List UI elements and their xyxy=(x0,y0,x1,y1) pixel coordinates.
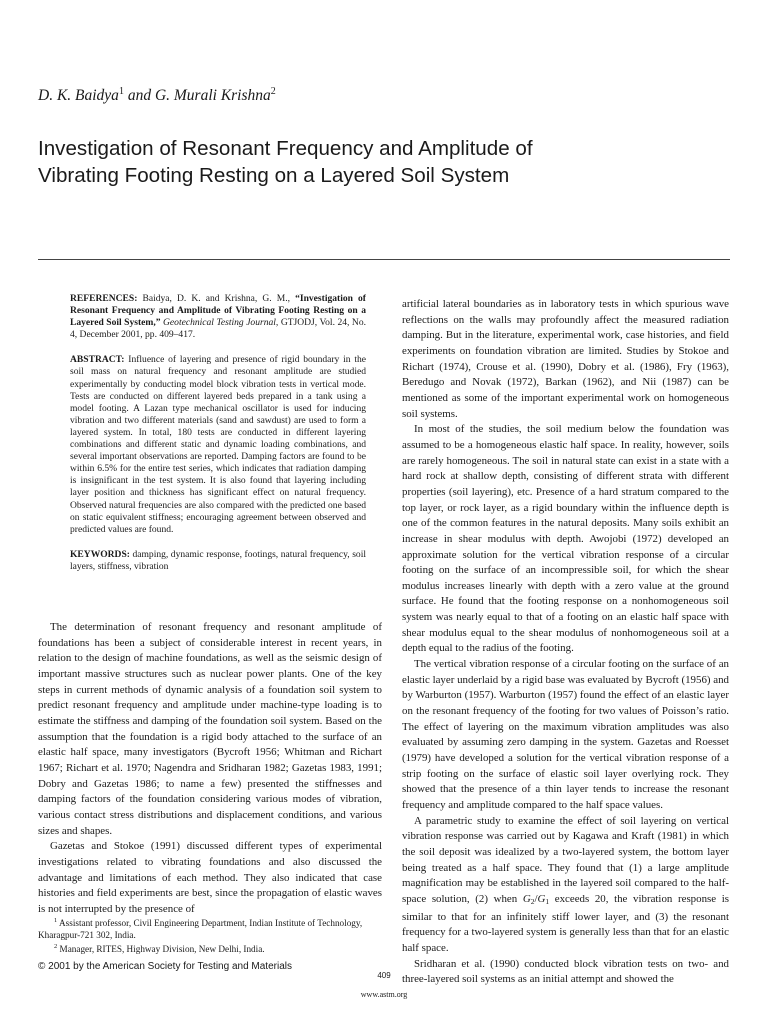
author-conjunction: and xyxy=(123,87,155,105)
paper-title: Investigation of Resonant Frequency and Amplitude of Vibrating Footing Resting on a Layered Soil System xyxy=(38,137,533,187)
modulus-symbol: G xyxy=(537,892,546,905)
front-matter xyxy=(70,293,366,573)
body-paragraph: In most of the studies, the soil medium below the foundation was assumed to be a homogeneous elastic half space. In reality, however, soils are rarely homogeneous. The soil in natural state can exist in a state with a hard rock at shallow depth, consisting of different strata with different properties (soil layering), etc. Presence of a hard stratum compared to the top layer, or rock layer, as a rigid boundary within the influence depth is one of the common features in the natural deposits. Many soils exhibit an increase in shear modulus with depth. Awojobi (1972) developed an approximate solution for the vertical vibration response of a circular footing on the surface of an incompressible soil, for which the shear modulus increases linearly with depth with a zero value at the ground surface. He found that the footing response on a nonhomogeneous soil system was nearly equal to that of a footing on an elastic half space with shear modulus equal to the shear modulus of nonhomogeneous soil at a depth equal to the radius of the footing. xyxy=(402,423,729,655)
body-paragraph xyxy=(402,814,729,957)
modulus-symbol: G xyxy=(522,892,531,905)
paragraph-text: exceeds 20, the vibration response is similar to that for an infinitely stiff lower layer, and (3) the resonant frequency for a two-layered system is generally less than that for an elastic half space. xyxy=(402,892,729,954)
modulus-subscript: 2 xyxy=(530,896,535,906)
copyright-notice: © 2001 by the American Society for Testing and Materials xyxy=(38,961,292,972)
body-paragraph: artificial lateral boundaries as in laboratory tests in which spurious wave reflections on the walls may profoundly affect the measured radiation damping. But in the literature, experimental work, case histories, and field experiments on foundation vibration are limited. Studies by Stokoe and Richart (1974), Crouse et al. (1990), Dobry et al. (1986), Fry (1963), Beredugo and Novak (1972), Barkan (1962), and Nii (1987) can be mentioned as some of the important experimental work on homogeneous soil systems. xyxy=(402,298,729,420)
title-divider xyxy=(38,259,730,260)
abstract-text: Influence of layering and presence of rigid boundary in the soil mass on natural frequency and resonant amplitude are studied experimentally by conducting model block vibration tests in vertical mode. Tests are conducted on different layered beds prepared in a tank using a model footing. A Lazan type mechanical oscillator is used for inducing vibration and two different materials (sand and sawdust) are used to form a layered system. In total, 180 tests are conducted in different layering combinations and different static and dynamic loading combinations, and several important observations are reported. Damping factors are found to be within 6.5% for the entire test series, which indicates that radiation damping is insignificant in the test system. It is also found that layering including layer position and thickness has significant effect on natural frequency. Observed natural frequencies are also compared with the predicted one based on static equivalent stiffness; encouraging agreement between observed and predicted values are found. xyxy=(70,354,366,535)
body-right-column xyxy=(402,297,729,988)
references-post: GTJODJ, Vol. 24, No. 4, December 2001, pp. 409–417. xyxy=(70,317,366,341)
footnote-2-text: Manager, RITES, Highway Division, New Delhi, India. xyxy=(57,944,265,955)
body-paragraph: The determination of resonant frequency and resonant amplitude of foundations has been a subject of considerable interest in recent years, in relation to the design of machine foundations, as well as the seismic design of important massive structures such as nuclear power plants. One of the key steps in current methods of dynamic analysis of a foundation soil system to predict resonant frequency and amplitude under machine-type loading is to estimate the stiffness and damping of the foundation soil system. Based on the assumption that the foundation is a rigid body attached to the surface of an elastic half space, many investigators (Bycroft 1956; Whitman and Richart 1967; Richart et al. 1970; Nagendra and Sridharan 1982; Gazetas 1983, 1991; Dobry and Gazetas 1986; to name a few) presented the stiffnesses and damping factors of the foundation considering various modes of vibration, various contact stress distributions and displacement conditions, and various sizes and shapes. xyxy=(38,621,382,837)
paragraph-text: A parametric study to examine the effect of soil layering on vertical vibration response was carried out by Kagawa and Kraft (1981) in which the soil deposit was idealized by a two-layered system, the bottom layer being treated as a half space. They found that (1) a large amplitude magnification may be established in the layered soil compared to the half-space solution, (2) when xyxy=(402,814,729,905)
footnotes xyxy=(38,915,382,956)
footnote-2 xyxy=(38,941,382,956)
footnote-1 xyxy=(38,915,382,941)
references-journal: Geotechnical Testing Journal, xyxy=(160,317,279,329)
body-left-column xyxy=(38,620,382,917)
body-paragraph: Sridharan et al. (1990) conducted block vibration tests on two- and three-layered soil systems as an initial attempt and showed the xyxy=(402,957,729,986)
footnote-1-text: Assistant professor, Civil Engineering Department, Indian Institute of Technology, Kharagpur-721 302, India. xyxy=(38,918,363,940)
page-number: 409 xyxy=(377,971,391,980)
abstract-block xyxy=(70,354,366,535)
author-2: G. Murali Krishna xyxy=(154,87,271,105)
author-line xyxy=(38,86,276,105)
body-paragraph: Gazetas and Stokoe (1991) discussed different types of experimental investigations related to vibrating foundations and also discussed the advantage and limitations of each method. They also indicated that case histories and field experiments are best, since the propagation of elastic waves is not interrupted by the presence of xyxy=(38,840,382,915)
author-1-footnote-mark: 1 xyxy=(118,86,124,97)
keywords-text: damping, dynamic response, footings, natural frequency, soil layers, stiffness, vibration xyxy=(70,548,366,572)
body-paragraph: The vertical vibration response of a circular footing on the surface of an elastic layer underlaid by a rigid base was evaluated by Bycroft (1956) and by Warburton (1957). Warburton (1957) found the effect of an elastic layer on the resonant frequency of the footing for two values of Poisson’s ratio. The effect of layering on the maximum vibration amplitudes was also evaluated by assuming zero damping in the system. Gazetas and Roesset (1979) have developed a solution for the vertical vibration response of a strip footing on the surface of elastic soil layer overlying rock. They showed that the presence of a thin layer tends to increase the resonant frequency and amplitude compared to the half space values. xyxy=(402,658,729,811)
website-link[interactable]: www.astm.org xyxy=(360,990,408,999)
ratio-slash: / xyxy=(534,892,538,905)
modulus-subscript: 1 xyxy=(545,896,550,906)
keywords-label: KEYWORDS: xyxy=(70,548,130,560)
references-label: REFERENCES: xyxy=(70,293,138,304)
author-1: D. K. Baidya xyxy=(38,87,119,105)
references-title: “Investigation of Resonant Frequency and Amplitude of Vibrating Footing Resting on a Layered Soil System,” xyxy=(70,293,366,329)
footnote-1-number: 1 xyxy=(54,917,58,924)
author-2-footnote-mark: 2 xyxy=(270,86,276,97)
abstract-label: ABSTRACT: xyxy=(70,354,125,366)
keywords-block xyxy=(70,549,366,573)
references-pre: Baidya, D. K. and Krishna, G. M., xyxy=(137,293,296,304)
footnote-2-number: 2 xyxy=(54,943,58,951)
references-block xyxy=(70,293,366,341)
